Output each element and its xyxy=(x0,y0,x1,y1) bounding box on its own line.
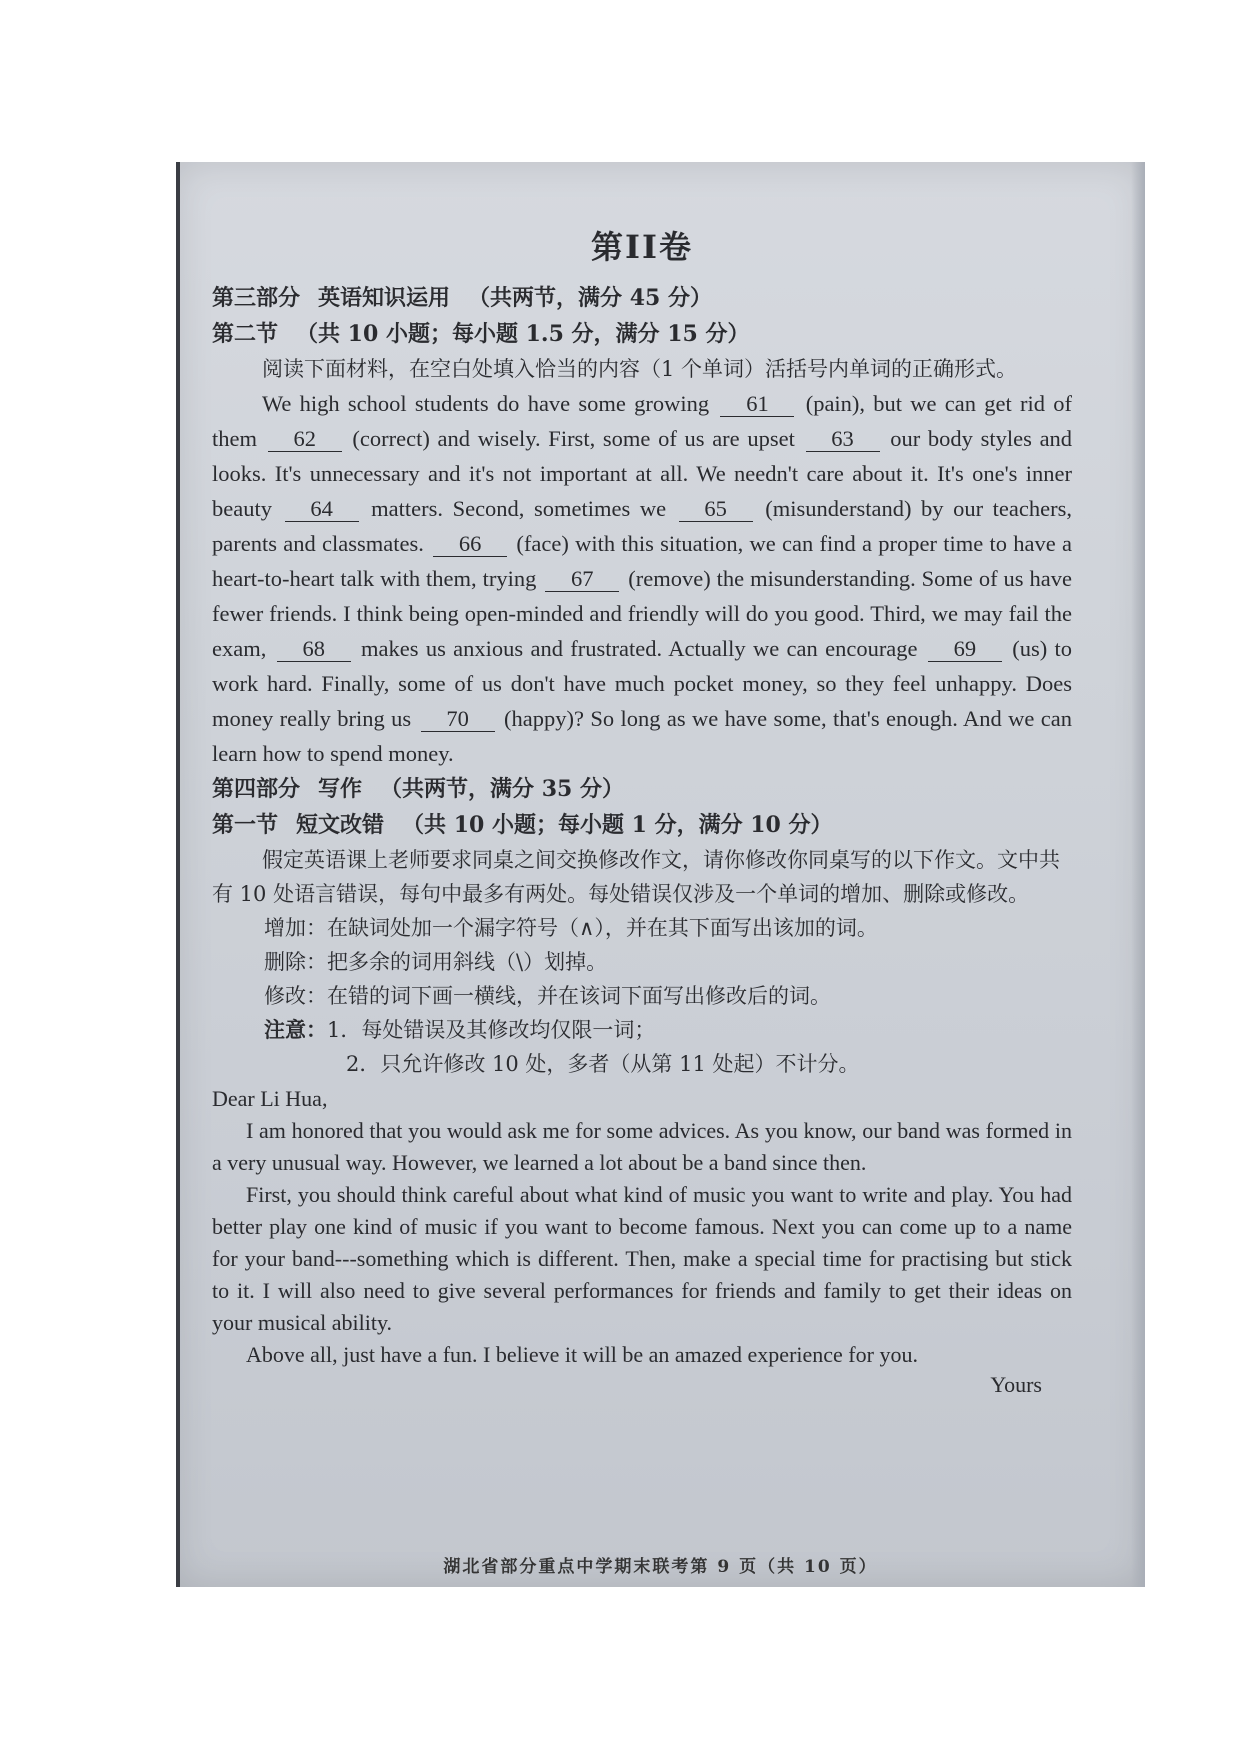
section2-heading xyxy=(212,316,1072,352)
part3-heading xyxy=(212,280,1072,316)
part3-name: 英语知识运用 xyxy=(318,285,451,311)
fill-in-instruction: 阅读下面材料，在空白处填入恰当的内容（1 个单词）活括号内单词的正确形式。 xyxy=(262,357,1018,381)
section2-label: 第二节 xyxy=(212,321,279,347)
blank-64: 64 xyxy=(285,497,359,522)
section2-score: （共 10 小题；每小题 1.5 分，满分 15 分） xyxy=(296,321,750,347)
section1-heading xyxy=(212,807,1072,843)
blank-69: 69 xyxy=(928,637,1002,662)
passage-text: (us) to work hard. Finally, some of us don't have much pocket money, so they feel unhappy. Does money really bring us xyxy=(212,636,1073,731)
passage-text: (happy)? So long as we have some, that's enough. And we can learn how to spend money. xyxy=(212,706,1073,766)
part4-name: 写作 xyxy=(318,776,363,802)
blank-68: 68 xyxy=(277,637,351,662)
passage-text: (face) with this situation, we can find a proper time to have a heart-to-heart talk with them, trying xyxy=(212,531,1072,591)
part3-score: （共两节，满分 45 分） xyxy=(468,285,712,311)
exam-page-photo xyxy=(176,162,1145,1587)
note-2: 2．只允许修改 10 处，多者（从第 11 处起）不计分。 xyxy=(346,1052,860,1076)
blank-65: 65 xyxy=(679,497,753,522)
rule-add: 增加：在缺词处加一个漏字符号（∧），并在其下面写出该加的词。 xyxy=(264,916,878,940)
letter-paragraph-3: Above all, just have a fun. I believe it will be an amazed experience for you. xyxy=(246,1342,918,1367)
blank-63: 63 xyxy=(806,427,880,452)
exam-document xyxy=(212,222,1072,1399)
passage-text: matters. Second, sometimes we xyxy=(371,496,667,521)
section1-score: （共 10 小题；每小题 1 分，满分 10 分） xyxy=(402,812,833,838)
letter-paragraph-2: First, you should think careful about what kind of music you want to write and play. You had better play one kind of music if you want to become famous. Next you can come up to a name for your band---something which is different. Then, make a special time for practising but stick to it. I will also need to give several performances for friends and family to get their ideas on your musical ability. xyxy=(212,1182,1072,1335)
cloze-passage xyxy=(212,386,1072,771)
rule-delete: 删除：把多余的词用斜线（\）划掉。 xyxy=(264,950,608,974)
page-footer: 湖北省部分重点中学期末联考第 9 页（共 10 页） xyxy=(443,1557,878,1577)
passage-text: (pain), but we can get rid of them xyxy=(212,391,1073,451)
note-1: 1．每处错误及其修改均仅限一词； xyxy=(327,1018,656,1042)
rule-note xyxy=(212,1013,1072,1047)
part4-score: （共两节，满分 35 分） xyxy=(380,776,624,802)
rule-modify: 修改：在错的词下画一横线，并在该词下面写出修改后的词。 xyxy=(264,984,831,1008)
passage-text: (misunderstand) by our teachers, parents and classmates. xyxy=(212,496,1072,556)
section1-label: 第一节 xyxy=(212,812,279,838)
part3-label: 第三部分 xyxy=(212,285,301,311)
blank-62: 62 xyxy=(268,427,342,452)
part4-label: 第四部分 xyxy=(212,776,301,802)
note-label: 注意： xyxy=(264,1017,327,1042)
letter-paragraph-1: I am honored that you would ask me for some advices. As you know, our band was formed in a very unusual way. However, we learned a lot about be a band since then. xyxy=(212,1118,1072,1175)
passage-text: our body styles and looks. It's unnecessary and it's not important at all. We needn't care about it. It's one's inner beauty xyxy=(212,426,1073,521)
paper-title: 第II卷 xyxy=(591,228,693,266)
passage-text: (remove) the misunderstanding. Some of us have fewer friends. I think being open-minded and friendly will do you good. Third, we may fail the exam, xyxy=(212,566,1072,661)
section1-name: 短文改错 xyxy=(296,812,385,838)
passage-text: makes us anxious and frustrated. Actually we can encourage xyxy=(361,636,918,661)
correction-instruction: 假定英语课上老师要求同桌之间交换修改作文，请你修改你同桌写的以下作文。文中共有 10 处语言错误，每句中最多有两处。每处错误仅涉及一个单词的增加、删除或修改。 xyxy=(212,848,1060,906)
blank-70: 70 xyxy=(421,707,495,732)
blank-67: 67 xyxy=(545,567,619,592)
letter-closing: Yours xyxy=(990,1372,1042,1397)
blank-66: 66 xyxy=(433,532,507,557)
passage-text: (correct) and wisely. First, some of us are upset xyxy=(352,426,795,451)
blank-61: 61 xyxy=(720,392,794,417)
part4-heading xyxy=(212,771,1072,807)
passage-text: We high school students do have some growing xyxy=(262,391,710,416)
letter-salutation: Dear Li Hua, xyxy=(212,1086,328,1111)
